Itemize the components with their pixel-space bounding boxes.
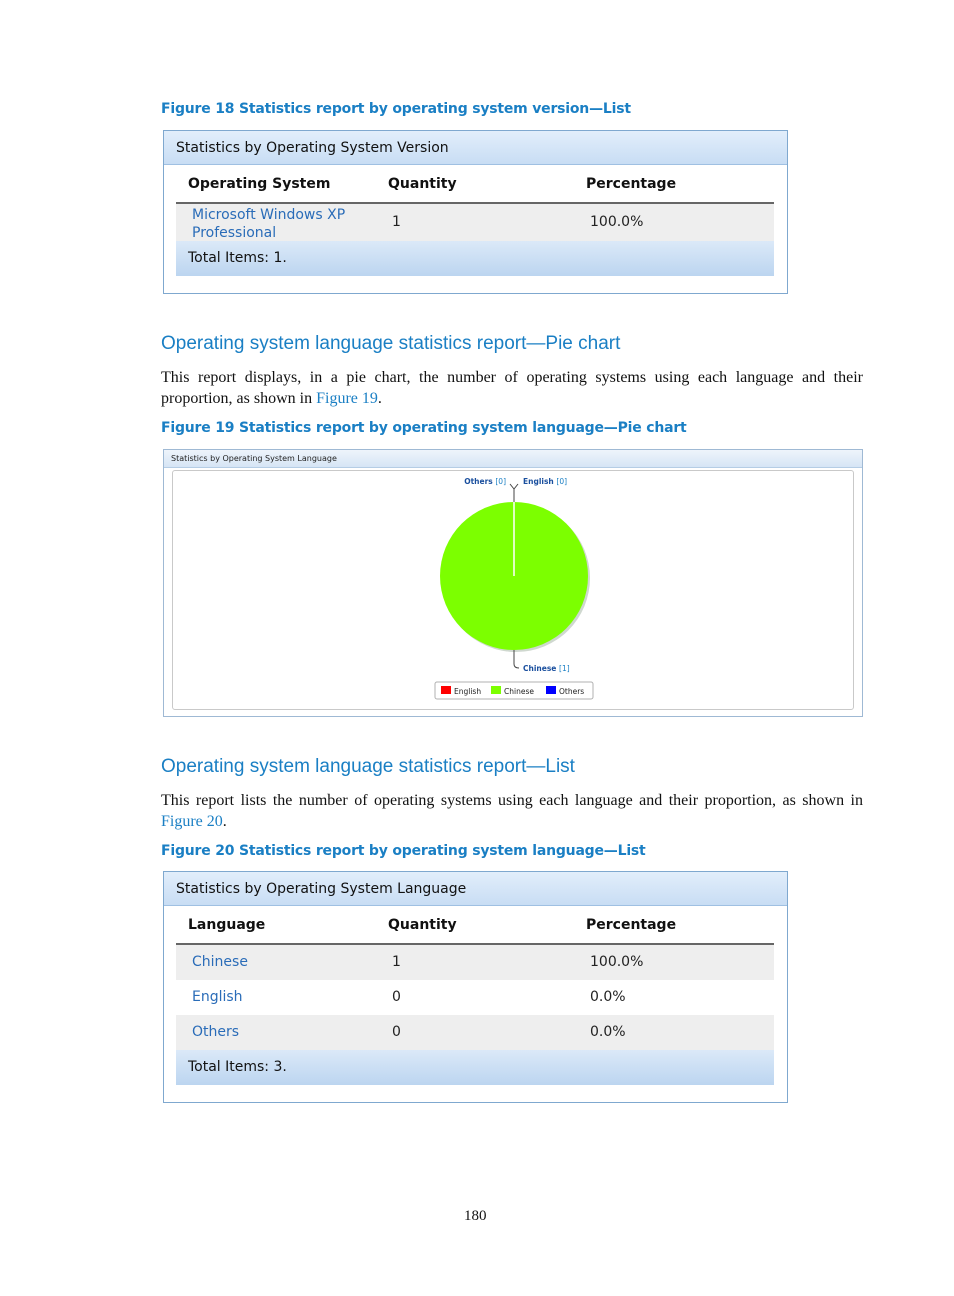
section-list-paragraph: This report lists the number of operating systems using each language and their proportion, as shown in Figure 20. [161,792,863,830]
os-version-table [176,166,774,276]
section-title-pie: Operating system language statistics report—Pie chart [161,333,621,354]
figure-19-link[interactable]: Figure 19 [316,390,378,407]
quantity-cell: 1 [392,214,401,230]
os-language-chart-panel [163,449,863,717]
legend-label-others[interactable]: Others [559,687,585,696]
figure-18-caption: Figure 18 Statistics report by operating system version—List [161,101,631,117]
section-title-list: Operating system language statistics report—List [161,756,575,777]
legend-swatch-chinese [491,686,501,694]
legend-label-chinese[interactable]: Chinese [504,687,534,696]
os-version-table-header [176,166,774,204]
legend-swatch-english [441,686,451,694]
chart-panel-title: Statistics by Operating System Language [164,450,862,468]
table-row [176,945,774,980]
column-header-os[interactable]: Operating System [188,176,331,192]
percentage-cell: 100.0% [590,954,644,970]
column-header-percentage[interactable]: Percentage [586,176,677,192]
language-link-others[interactable]: Others [192,1024,240,1040]
figure-20-link[interactable]: Figure 20 [161,813,223,830]
percentage-cell: 100.0% [590,214,644,230]
language-link-english[interactable]: English [192,989,243,1005]
section-pie-paragraph: This report displays, in a pie chart, the number of operating systems using each language and their proportion, as shown in Figure 19. [161,369,863,407]
os-language-table-header [176,907,774,945]
bottom-leader-line [514,650,519,668]
quantity-cell: 0 [392,1024,401,1040]
figure-19-caption: Figure 19 Statistics report by operating system language—Pie chart [161,420,687,436]
quantity-cell: 1 [392,954,401,970]
os-language-panel [163,871,788,1103]
pie-chart [173,471,853,709]
column-header-quantity[interactable]: Quantity [388,176,457,192]
chart-area [172,470,854,710]
total-items: Total Items: 1. [176,241,774,276]
column-header-percentage[interactable]: Percentage [586,917,677,933]
top-leader-line [510,484,518,502]
legend-label-english[interactable]: English [454,687,482,696]
column-header-language[interactable]: Language [188,917,266,933]
os-language-panel-title: Statistics by Operating System Language [164,872,787,906]
language-link-chinese[interactable]: Chinese [192,954,248,970]
column-header-quantity[interactable]: Quantity [388,917,457,933]
slice-label-others: Others [0] [464,477,506,486]
os-version-panel [163,130,788,294]
os-version-panel-title: Statistics by Operating System Version [164,131,787,165]
slice-label-chinese: Chinese [1] [523,664,570,673]
quantity-cell: 0 [392,989,401,1005]
table-row [176,1015,774,1050]
figure-20-caption: Figure 20 Statistics report by operating system language—List [161,843,646,859]
percentage-cell: 0.0% [590,989,626,1005]
table-row [176,980,774,1015]
percentage-cell: 0.0% [590,1024,626,1040]
legend-swatch-others [546,686,556,694]
total-items: Total Items: 3. [176,1050,774,1085]
os-language-table [176,907,774,1085]
page-number: 180 [464,1208,487,1224]
os-name-link[interactable]: Microsoft Windows XP Professional [192,207,346,241]
slice-label-english: English [0] [523,477,568,486]
table-row [176,204,774,241]
